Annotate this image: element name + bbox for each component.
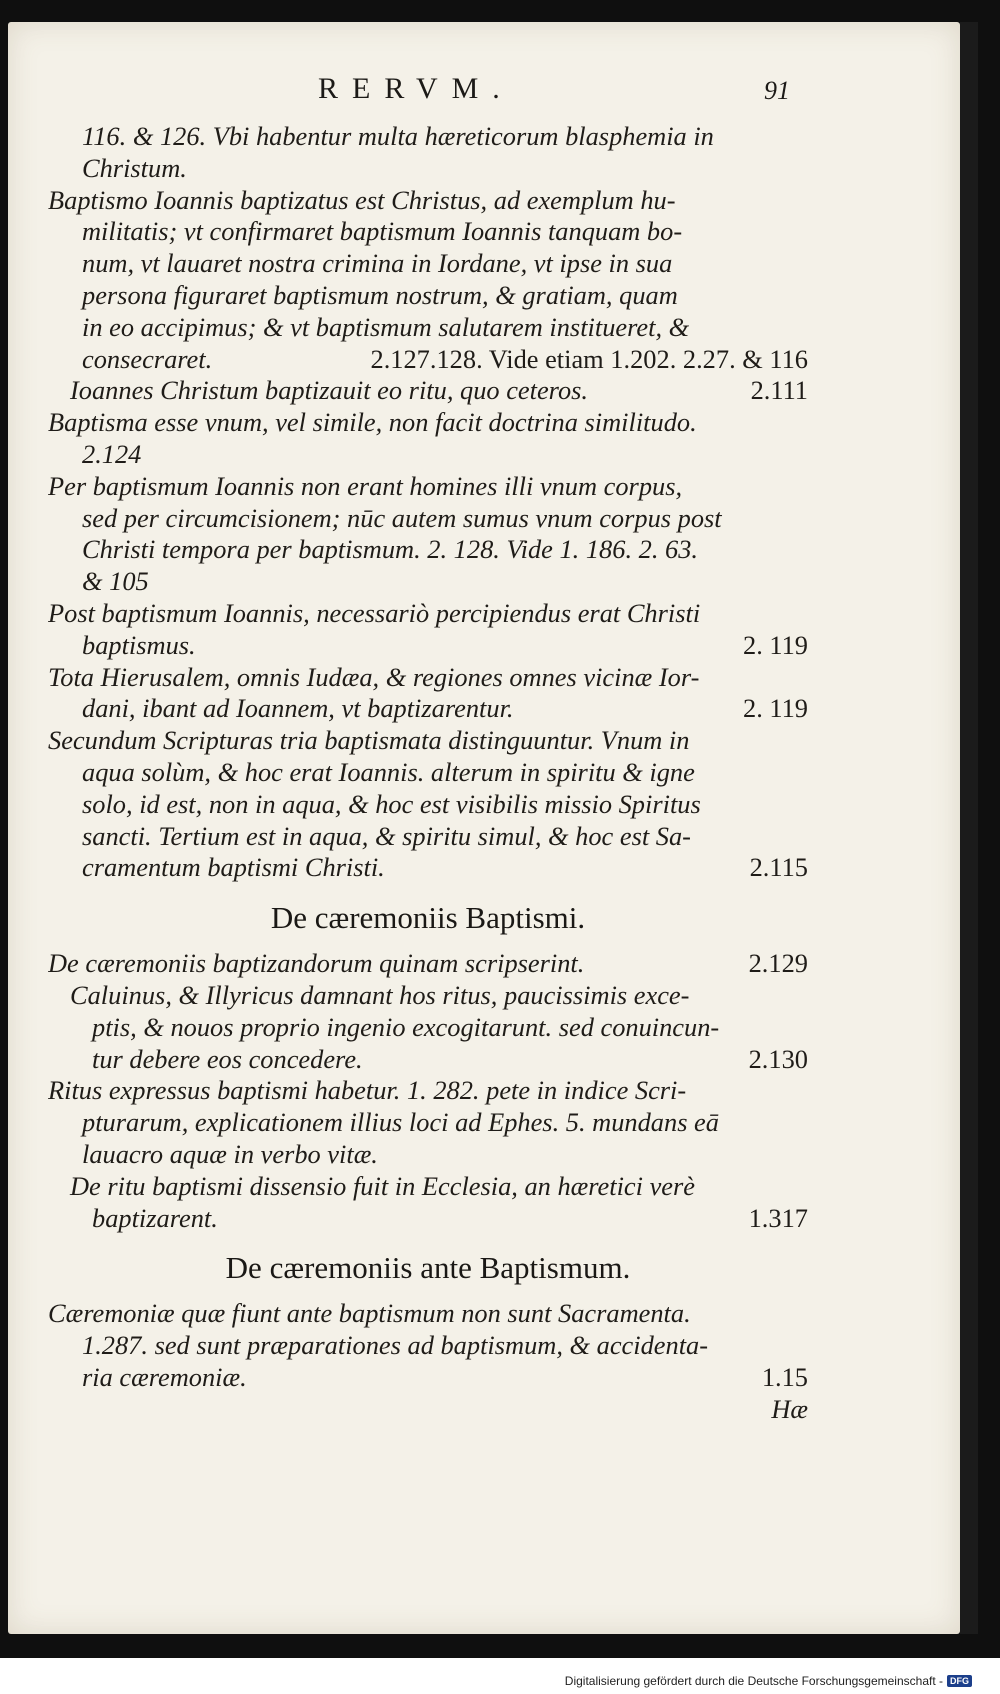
entry-line: Baptisma esse vnum, vel simile, non facit doctrina similitudo. [48, 407, 697, 438]
index-entry [48, 598, 808, 662]
index-entry [48, 662, 808, 726]
index-entry [48, 1075, 808, 1170]
entry-line: Post baptismum Ioannis, necessariò percipiendus erat Christi [48, 597, 701, 628]
entry-line-with-reference [48, 375, 808, 407]
page-edge-shadow [960, 22, 978, 1634]
index-entry [48, 185, 808, 376]
index-entry [48, 725, 808, 884]
entry-line-with-reference [48, 1362, 808, 1394]
entry-line: Christum. [82, 152, 187, 183]
index-entry [48, 407, 808, 471]
index-entry [48, 948, 808, 980]
entry-line: Ritus expressus baptismi habetur. 1. 282. pete in indice Scri- [48, 1075, 687, 1106]
running-head: RERVM. [318, 72, 514, 105]
section-heading: De cæremoniis Baptismi. [270, 900, 586, 936]
funding-credit-text: Digitalisierung gefördert durch die Deutsche Forschungsgemeinschaft - [564, 1674, 943, 1688]
entry-line: militatis; vt confirmaret baptismum Ioannis tanquam bo- [82, 216, 683, 247]
entry-text: De cæremoniis baptizandorum quinam scripserint. [48, 948, 585, 979]
index-entry [48, 1298, 808, 1393]
entry-line: sed per circumcisionem; nūc autem sumus vnum corpus post [82, 502, 722, 533]
entry-line: De ritu baptismi dissensio fuit in Ecclesia, an hæretici verè [70, 1170, 695, 1201]
page-reference: 2.130 [748, 1043, 808, 1074]
entry-text: cramentum baptismi Christi. [82, 852, 385, 883]
entry-line: Cæremoniæ quæ fiunt ante baptismum non sunt Sacramenta. [48, 1298, 691, 1329]
dfg-logo: DFG [947, 1675, 972, 1687]
page-reference: 1.15 [761, 1361, 808, 1392]
entry-line: Secundum Scripturas tria baptismata distinguuntur. Vnum in [48, 725, 690, 756]
entry-text: Ioannes Christum baptizauit eo ritu, quo ceteros. [70, 375, 589, 406]
entry-line: 116. & 126. Vbi habentur multa hæreticorum blasphemia in [82, 121, 714, 151]
page-reference: 2.115 [749, 852, 808, 883]
entry-text: baptismus. [82, 629, 196, 660]
entry-text: ria cæremoniæ. [82, 1361, 247, 1392]
entry-line: lauacro aquæ in verbo vitæ. [82, 1138, 378, 1169]
entry-line: num, vt lauaret nostra crimina in Iordane, vt ipse in sua [82, 248, 673, 279]
footer-credit [565, 1674, 972, 1688]
index-entry [48, 1171, 808, 1235]
entry-line-with-reference [48, 693, 808, 725]
entry-line-with-reference [48, 1203, 808, 1235]
entry-line-with-reference [48, 344, 808, 376]
entry-line-with-reference [48, 630, 808, 662]
entry-line: Christi tempora per baptismum. 2. 128. Vide 1. 186. 2. 63. [82, 534, 699, 565]
section-heading: De cæremoniis ante Baptismum. [225, 1250, 631, 1286]
entry-line: sancti. Tertium est in aqua, & spiritu simul, & hoc est Sa- [82, 820, 691, 851]
entry-text: consecraret. [82, 343, 213, 374]
entry-line: aqua solùm, & hoc erat Ioannis. alterum in spiritu & igne [82, 756, 695, 787]
entry-text: tur debere eos concedere. [92, 1043, 363, 1074]
entry-line: Per baptismum Ioannis non erant homines illi vnum corpus, [48, 470, 683, 501]
page-reference: 2. 119 [743, 629, 808, 660]
entry-line: 1.287. sed sunt præparationes ad baptismum, & accidenta- [82, 1330, 709, 1361]
catchword: Hæ [771, 1393, 808, 1424]
page-reference: 2. 119 [743, 693, 808, 724]
entry-text: baptizarent. [92, 1202, 218, 1233]
index-body [48, 121, 808, 1425]
entry-line: solo, id est, non in aqua, & hoc est visibilis missio Spiritus [82, 788, 701, 819]
entry-line: Baptismo Ioannis baptizatus est Christus, ad exemplum hu- [48, 184, 676, 215]
entry-line: pturarum, explicationem illius loci ad Ephes. 5. mundans eā [82, 1107, 719, 1138]
page-reference: 1.317 [748, 1202, 808, 1233]
entry-line: Tota Hierusalem, omnis Iudæa, & regiones omnes vicinæ Ior- [48, 661, 700, 692]
entry-text: dani, ibant ad Ioannem, vt baptizarentur. [82, 693, 514, 724]
page-reference: 2.127.128. Vide etiam 1.202. 2.27. & 116 [370, 343, 808, 374]
entry-line: in eo accipimus; & vt baptismum salutarem institueret, & [82, 311, 690, 342]
page-reference: 2.111 [750, 375, 808, 406]
page-number: 91 [764, 76, 790, 105]
index-entry [48, 375, 808, 407]
page-reference: 2.129 [748, 948, 808, 979]
entry-line: persona figuraret baptismum nostrum, & gratiam, quam [82, 279, 678, 310]
index-entry [48, 980, 808, 1075]
entry-line: Caluinus, & Illyricus damnant hos ritus, paucissimis exce- [70, 979, 690, 1010]
page-header [0, 72, 1000, 112]
entry-line: & 105 [82, 566, 149, 597]
entry-line-with-reference [48, 1044, 808, 1076]
entry-line: ptis, & nouos proprio ingenio excogitarunt. sed conuincun- [92, 1011, 720, 1042]
entry-line-with-reference [48, 852, 808, 884]
index-entry [48, 121, 808, 185]
index-entry [48, 471, 808, 598]
entry-line: 2.124 [82, 438, 142, 469]
entry-line-with-reference [48, 948, 808, 980]
